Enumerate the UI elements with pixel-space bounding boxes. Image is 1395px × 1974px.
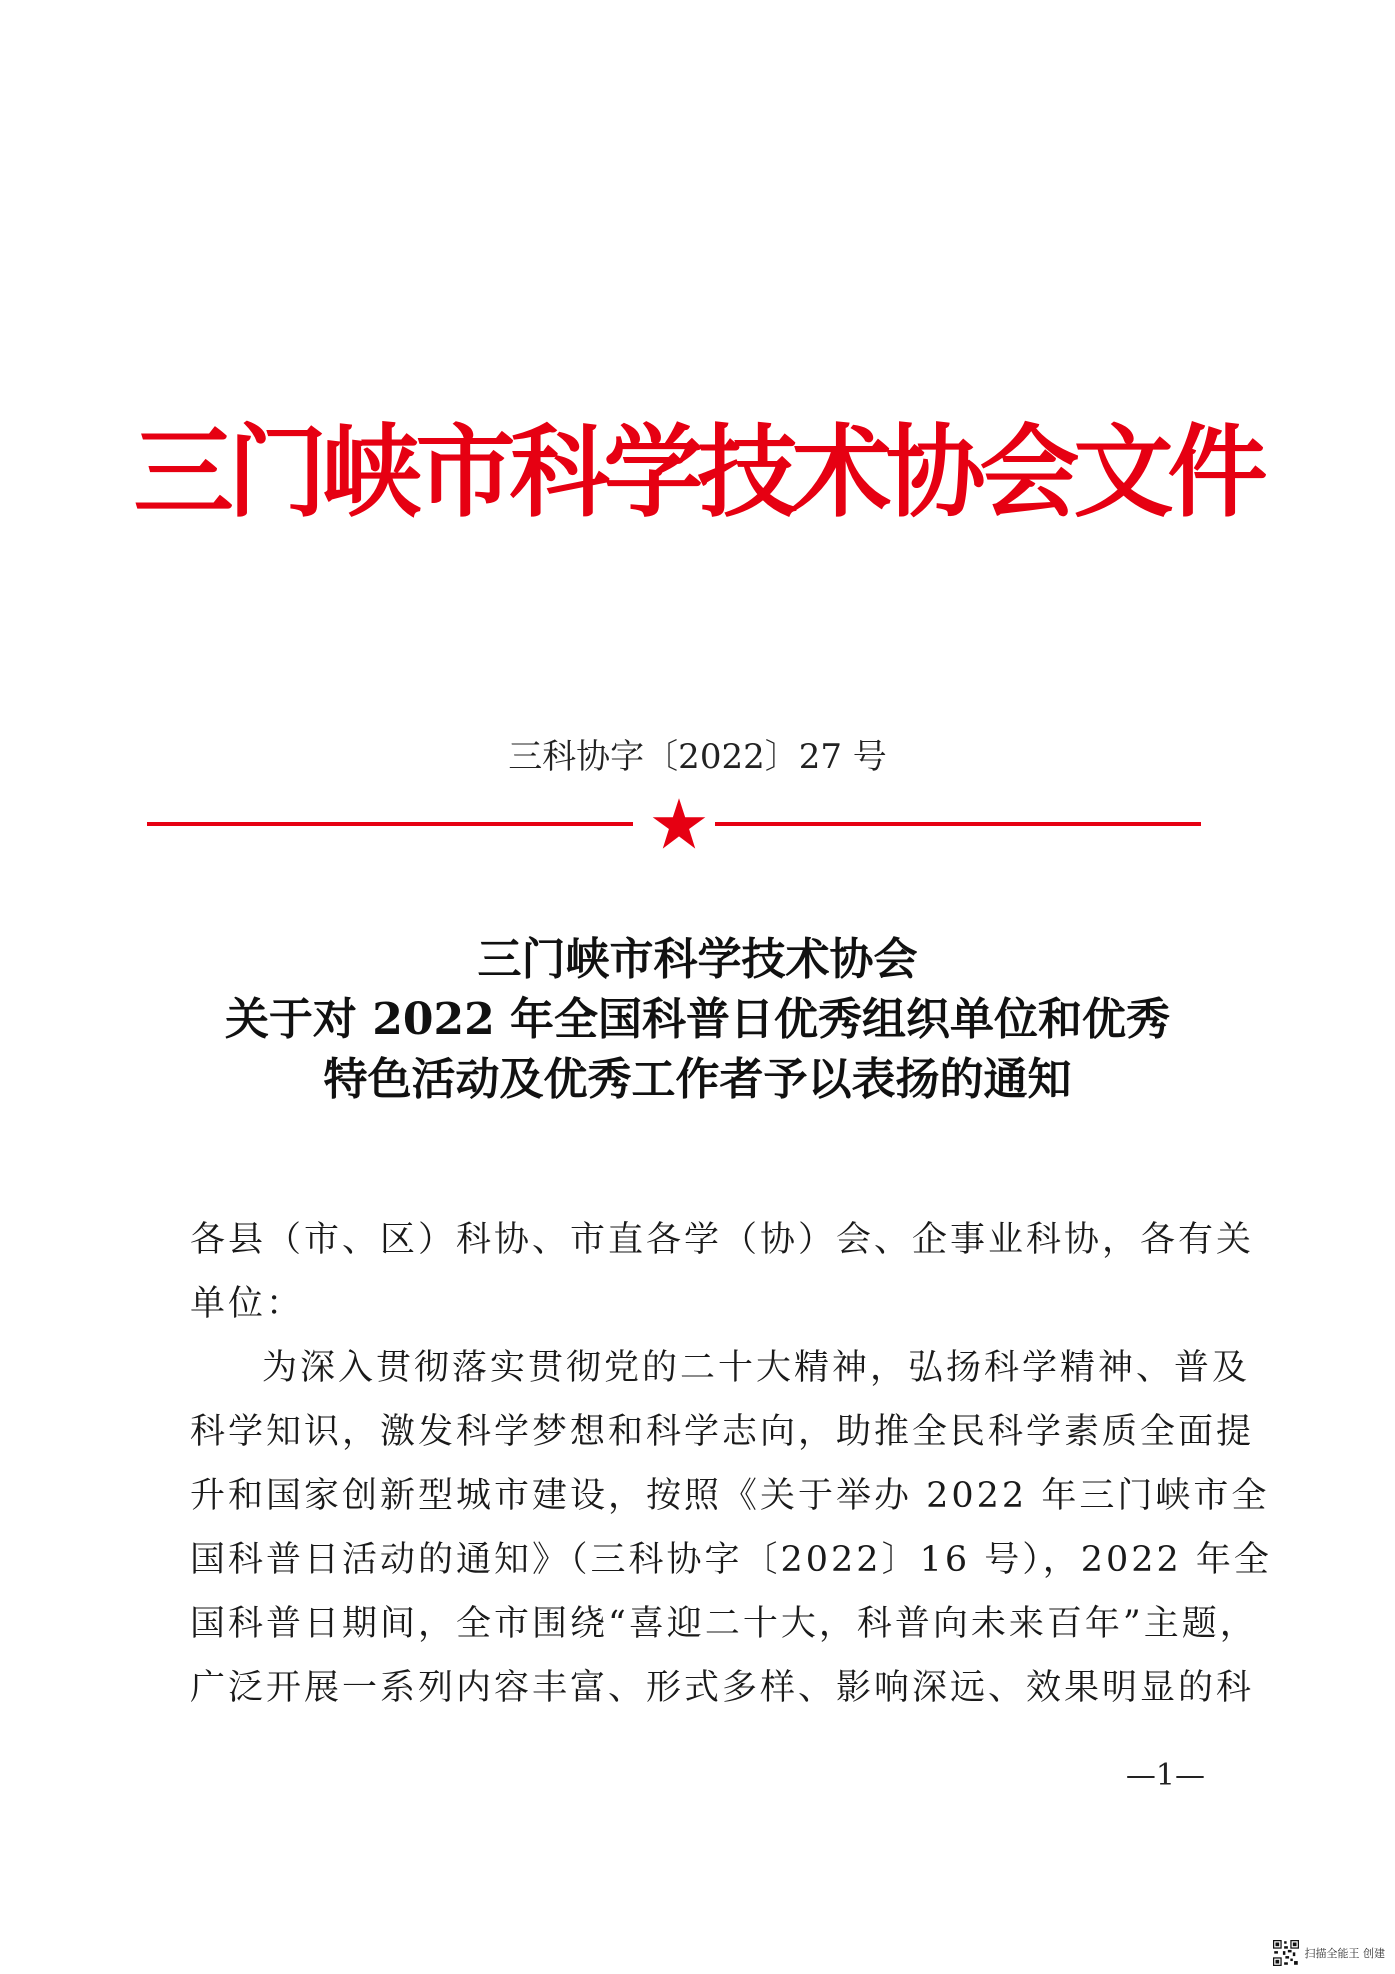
salutation-line-1: 各县（市、区）科协、市直各学（协）会、企事业科协，各有关 [190,1220,1255,1260]
red-divider [147,796,1201,856]
red-star-icon [651,796,707,852]
qr-code-icon [1273,1940,1299,1966]
masthead-title: 三门峡市科学技术协会文件 [133,414,1262,531]
page-number: —1— [1125,1758,1205,1793]
title-line-3: 特色活动及优秀工作者予以表扬的通知 [323,1054,1072,1105]
document-number: 三科协字〔2022〕27 号 [508,737,887,777]
notice-body [190,1208,1272,1720]
title-line-1: 三门峡市科学技术协会 [477,934,918,985]
paragraph-line-6: 广泛开展一系列内容丰富、形式多样、影响深远、效果明显的科 [190,1668,1255,1708]
salutation-line-2: 单位： [190,1284,305,1324]
paragraph-line-4: 国科普日活动的通知》（三科协字〔2022〕16 号），2022 年全 [190,1540,1272,1580]
divider-line-left [147,822,633,826]
watermark-text: 扫描全能王 创建 [1304,1947,1385,1960]
notice-title [0,930,1395,1110]
scanner-watermark [1273,1940,1386,1966]
divider-line-right [715,822,1201,826]
paragraph-line-5: 国科普日期间，全市围绕“喜迎二十大，科普向未来百年”主题， [190,1604,1258,1644]
paragraph-line-1: 为深入贯彻落实贯彻党的二十大精神，弘扬科学精神、普及 [262,1348,1251,1388]
title-line-2: 关于对 2022 年全国科普日优秀组织单位和优秀 [224,994,1171,1045]
paragraph-line-2: 科学知识，激发科学梦想和科学志向，助推全民科学素质全面提 [190,1412,1255,1452]
paragraph-line-3: 升和国家创新型城市建设，按照《关于举办 2022 年三门峡市全 [190,1476,1270,1516]
